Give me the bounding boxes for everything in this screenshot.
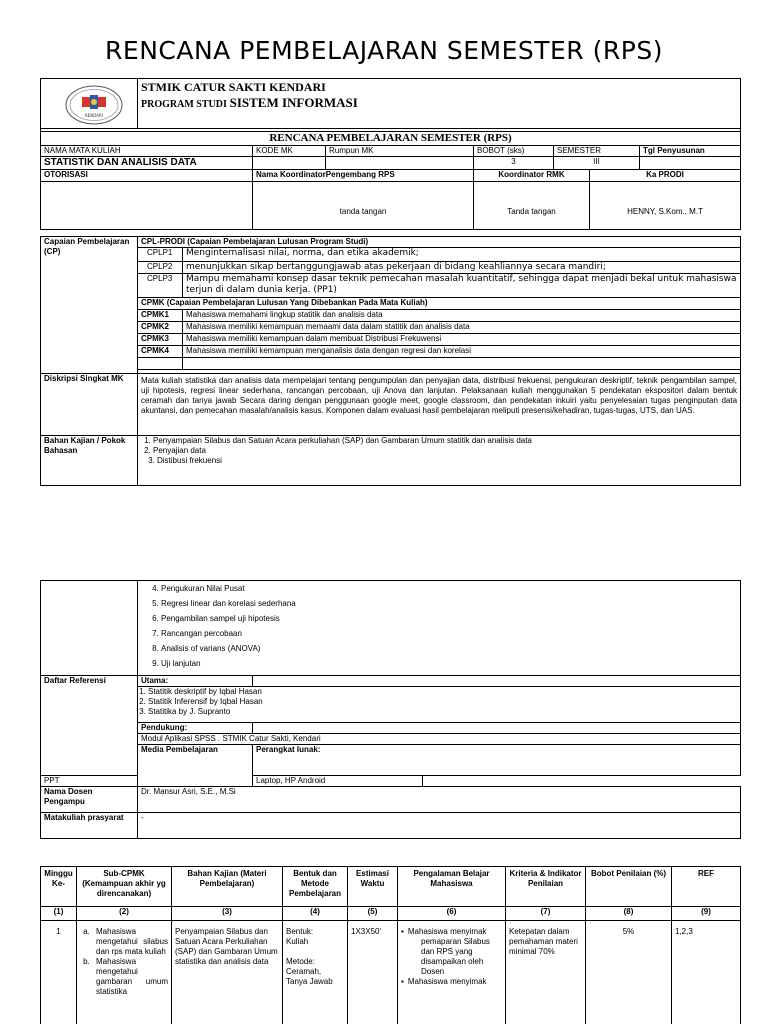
cplp1-text: Menginternalisasi nilai, norma, dan etika akademik;: [183, 248, 741, 262]
perangkat-lunak-label: Perangkat lunak:: [253, 745, 741, 776]
deskripsi-label: Diskripsi Singkat MK: [41, 374, 138, 436]
col-number: (1): [41, 907, 77, 921]
document-title: RENCANA PEMBELAJARAN SEMESTER (RPS): [105, 36, 663, 65]
utama-list: [138, 687, 741, 723]
weekly-schedule-table: [40, 866, 741, 1024]
cpmk1-code: CPMK1: [138, 310, 183, 322]
koordinator-rmk-label: Koordinator RMK: [474, 170, 590, 182]
cpmk1-text: Mahasiswa memahami lingkup statitik dan analisis data: [183, 310, 741, 322]
row1-bobot: 5%: [586, 921, 672, 1024]
bahan-item: 3. Distibusi frekuensi: [157, 456, 737, 466]
header-sub-cpmk: Sub-CPMK (Kemampuan akhir yg direncanakan): [77, 867, 172, 907]
cp-table: [40, 236, 741, 486]
bahan-item: 9. Uji lanjutan: [161, 659, 737, 669]
header-ref: REF: [672, 867, 741, 907]
nama-mk-value: STATISTIK DAN ANALISIS DATA: [41, 157, 253, 170]
svg-text:KENDARI: KENDARI: [85, 113, 103, 118]
bahan-kajian-list-continued: [138, 581, 741, 676]
row1-minggu: 1: [41, 921, 77, 1024]
reference-item: 2. Statitik Inferensif by Iqbal Hasan: [148, 697, 737, 707]
koordinator-pengembang-label: Nama KoordinatorPengembang RPS: [253, 170, 474, 182]
row1-waktu: 1X3X50': [348, 921, 398, 1024]
signature-rmk: Tanda tangan: [474, 182, 590, 230]
row1-bentuk: Bentuk: Kuliah Metode: Ceramah, Tanya Jawab: [283, 921, 348, 1024]
col-number: (9): [672, 907, 741, 921]
institution-cell: [138, 79, 741, 129]
perangkat-lunak-value: PPT: [41, 776, 253, 787]
semester-value: III: [554, 157, 640, 170]
reference-item: 1. Statitik deskriptif by Iqbal Hasan: [148, 687, 737, 697]
col-semester: SEMESTER: [554, 146, 640, 157]
institution-name: STMIK CATUR SAKTI KENDARI: [141, 80, 326, 94]
dosen-value: Dr. Mansur Asri, S.E., M.Si: [138, 787, 741, 813]
perangkat-keras-value: Laptop, HP Android: [253, 776, 423, 787]
row1-bahan: Penyampaian Silabus dan Satuan Acara Perkuliahan (SAP) dan Gambaran Umum statistika dan analisis data: [172, 921, 283, 1024]
cpmk4-text: Mahasiswa memiliki kemampuan menganalisis data dengan regresi dan korelasi: [183, 346, 741, 358]
header-bobot: Bobot Penilaian (%): [586, 867, 672, 907]
pendukung-value: Modul Aplikasi SPSS . STMIK Catur Sakti, Kendari: [138, 734, 741, 745]
header-minggu: Minggu Ke-: [41, 867, 77, 907]
bahan-item: 7. Rancangan percobaan: [161, 629, 737, 639]
sub-cpmk-item: b. Mahasiswa mengetahui gambaran umum statistika: [92, 957, 168, 997]
header-estimasi-waktu: Estimasi Waktu: [348, 867, 398, 907]
header-pengalaman: Pengalaman Belajar Mahasiswa: [398, 867, 506, 907]
cplp2-text: menunjukkan sikap bertanggungjawab atas pekerjaan di bidang keahliannya secara mandiri;: [183, 262, 741, 274]
bobot-value: 3: [474, 157, 554, 170]
cpmk3-text: Mahasiswa memiliki kemampuan dalam membuat Distribusi Frekuwensi: [183, 334, 741, 346]
cplp1-code: CPLP1: [138, 248, 183, 262]
row1-kriteria: Ketepatan dalam pemahaman materi minimal 70%: [506, 921, 586, 1024]
col-kode-mk: KODE MK: [253, 146, 326, 157]
cpmk3-code: CPMK3: [138, 334, 183, 346]
sub-cpmk-item: a. Mahasiswa mengetahui silabus dan rps mata kuliah: [92, 927, 168, 957]
referensi-label: Daftar Referensi: [41, 676, 138, 776]
col-nama-mk: NAMA MATA KULIAH: [41, 146, 253, 157]
college-logo-icon: [64, 84, 124, 126]
col-rumpun-mk: Rumpun MK: [326, 146, 474, 157]
rps-heading: RENCANA PEMBELAJARAN SEMESTER (RPS): [41, 132, 741, 146]
utama-label: Utama:: [138, 676, 253, 687]
ka-prodi-name: HENNY, S.Kom., M.T: [590, 182, 741, 230]
cpl-heading: CPL-PRODI (Capaian Pembelajaran Lulusan Program Studi): [138, 237, 741, 248]
rps-header-table: [40, 78, 741, 230]
header-bahan-kajian: Bahan Kajian (Materi Pembelajaran): [172, 867, 283, 907]
header-bentuk-metode: Bentuk dan Metode Pembelajaran: [283, 867, 348, 907]
bahan-item: 5. Regresi linear dan korelasi sederhana: [161, 599, 737, 609]
prasyarat-value: -: [138, 813, 741, 839]
cpmk2-code: CPMK2: [138, 322, 183, 334]
program-name: PROGRAM STUDI SISTEM INFORMASI: [141, 95, 358, 110]
header-kriteria: Kriteria & Indikator Penilaian: [506, 867, 586, 907]
deskripsi-text: Mata kuliah statistika dan analisis data mempelajari tentang pengumpulan dan penyajian data, distribusi frekuensi, pengukuran deskriptif, teknik pengambilan sampel, uji hipotesis, regresi linear sederhana, rancangan percobaan, uji Anova dan lanjutan. Pelaksanaan kuliah menggunakan 5 pendekatan ekspositori dalam bentuk ceramah dan tanya jawab Secara daring dengan penggunaan google meet, google classroom, dan pendekatan inkuiri yaitu penyelesaian tugas penginputan data akuntansi, dan pemecahan masalah/analisis kasus. Komponen dalam evaluasi hasil pembelajaran meliputi presensi/kehadiran, tugas-tugas, UTS, dan UAS.: [138, 374, 741, 436]
col-number: (4): [283, 907, 348, 921]
pengalaman-item: ▪ Mahasiswa menyimak: [411, 977, 502, 987]
cpmk2-text: Mahasiswa memiliki kemampuan memaami data dalam statitik dan analisis data: [183, 322, 741, 334]
prasyarat-label: Matakuliah prasyarat: [41, 813, 138, 839]
row1-sub-cpmk: [77, 921, 172, 1024]
bahan-item: 6. Pengambilan sampel uji hipotesis: [161, 614, 737, 624]
col-number: (8): [586, 907, 672, 921]
col-bobot: BOBOT (sks): [474, 146, 554, 157]
col-number: (2): [77, 907, 172, 921]
otorisasi-label: OTORISASI: [41, 170, 253, 182]
cplp3-code: CPLP3: [138, 274, 183, 298]
cp-label: Capaian Pembelajaran (CP): [41, 237, 138, 374]
bahan-kajian-list: [138, 436, 741, 486]
bahan-kajian-label: Bahan Kajian / Pokok Bahasan: [41, 436, 138, 486]
row1-ref: 1,2,3: [672, 921, 741, 1024]
bahan-item: 8. Analisis of varians (ANOVA): [161, 644, 737, 654]
rps-details-table: [40, 580, 741, 839]
bahan-item: 4. Pengukuran Nilai Pusat: [161, 584, 737, 594]
col-number: (5): [348, 907, 398, 921]
col-number: (6): [398, 907, 506, 921]
bahan-item: 2. Penyajian data: [153, 446, 737, 456]
col-tgl-penyusunan: Tgl Penyusunan: [640, 146, 741, 157]
bahan-item: 1. Penyampaian Silabus dan Satuan Acara perkuliahan (SAP) dan Gambaran Umum statitik dan analisis data: [153, 436, 737, 446]
cplp2-code: CPLP2: [138, 262, 183, 274]
row1-pengalaman: [398, 921, 506, 1024]
ka-prodi-label: Ka PRODI: [590, 170, 741, 182]
cpmk-heading: CPMK (Capaian Pembelajaran Lulusan Yang Dibebankan Pada Mata Kuliah): [138, 298, 741, 310]
media-label: Media Pembelajaran: [138, 745, 253, 787]
dosen-label: Nama Dosen Pengampu: [41, 787, 138, 813]
cpmk4-code: CPMK4: [138, 346, 183, 358]
signature-pengembang: tanda tangan: [253, 182, 474, 230]
col-number: (3): [172, 907, 283, 921]
pendukung-label: Pendukung:: [138, 723, 253, 734]
cplp3-text: Mampu memahami konsep dasar teknik pemecahan masalah kuantitatif, sehingga dapat menjadi bekal untuk mahasiswa terjun di dalam dunia kerja. (PP1): [183, 274, 741, 298]
reference-item: 3. Statitika by J. Supranto: [148, 707, 737, 717]
col-number: (7): [506, 907, 586, 921]
pengalaman-item: ▪ Mahasiswa menyimak pemaparan Silabus dan RPS yang disampaikan oleh Dosen: [411, 927, 502, 977]
